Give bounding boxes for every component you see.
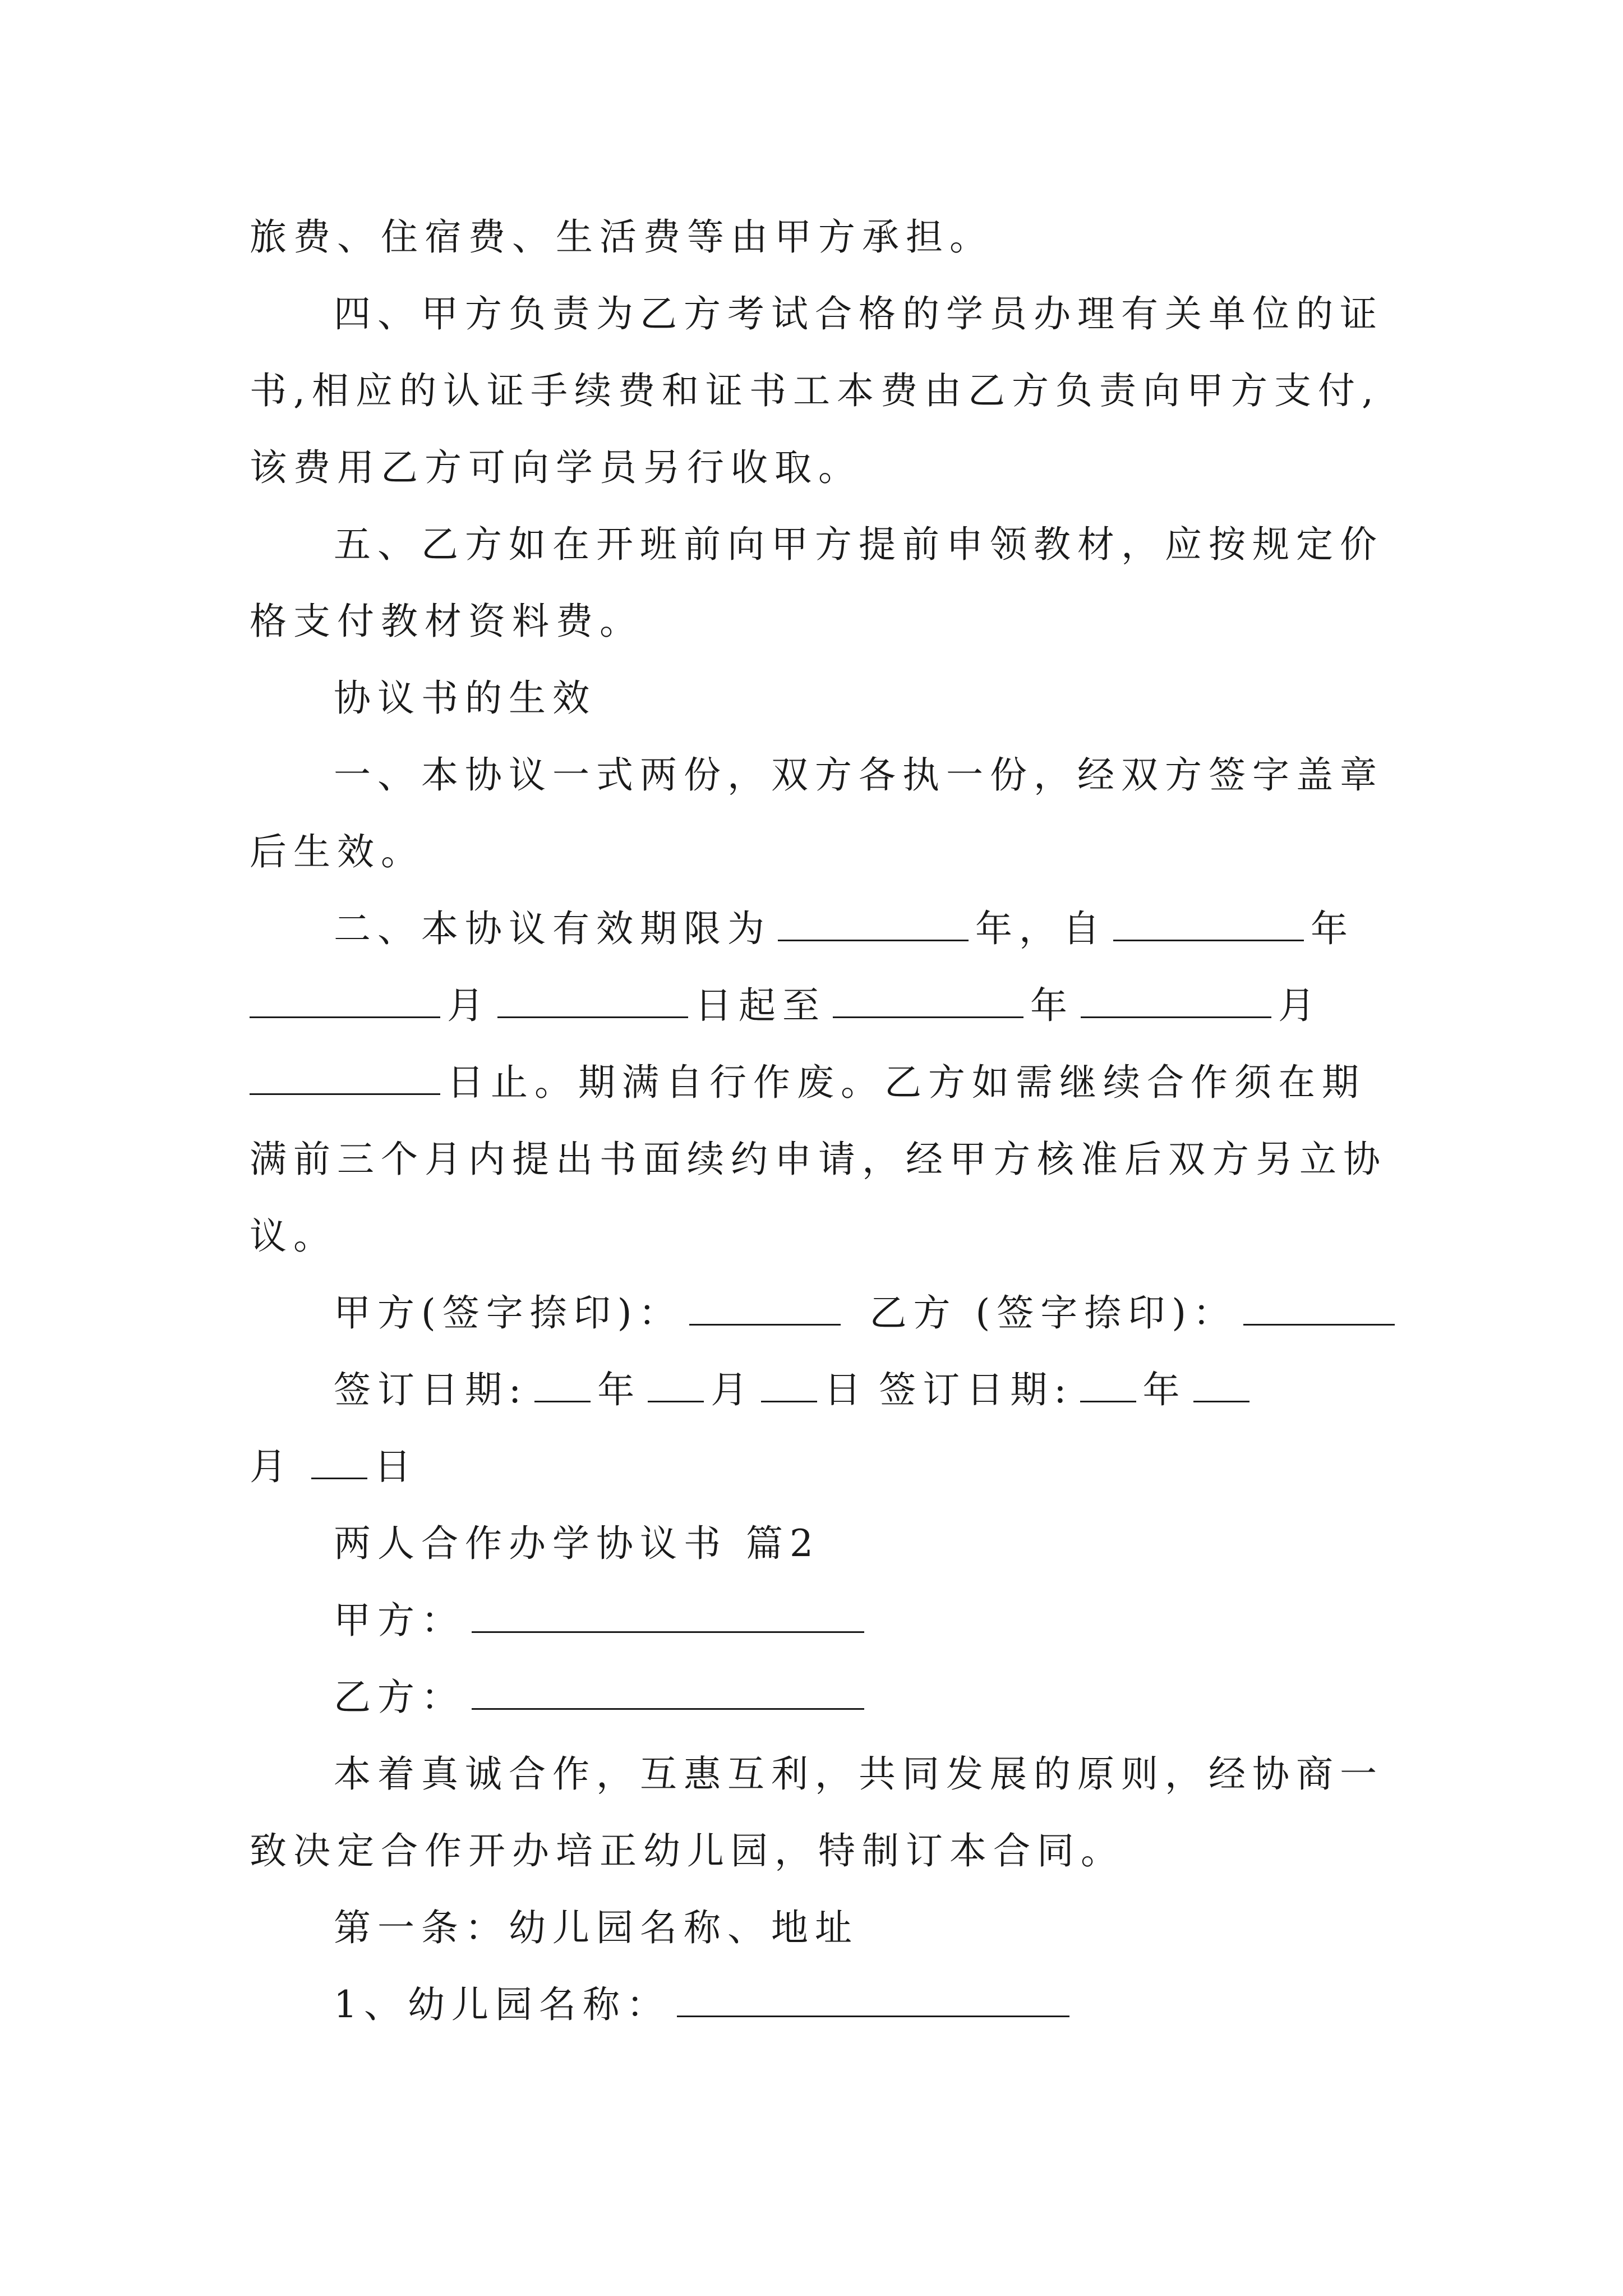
text-line: 书,相应的认证手续费和证书工本费由乙方负责向甲方支付, [250, 369, 1380, 412]
section-title: 两人合作办学协议书 篇2 [334, 1522, 820, 1565]
section-heading: 协议书的生效 [334, 677, 596, 720]
text-line: 四、甲方负责为乙方考试合格的学员办理有关单位的证 [334, 292, 1384, 335]
month-label: 月 [250, 1445, 293, 1488]
text-line: 致决定合作开办培正幼儿园，特制订本合同。 [250, 1829, 1124, 1872]
blank-field[interactable] [648, 1366, 704, 1402]
blank-field[interactable] [250, 1059, 440, 1095]
party-a-signature-field[interactable] [689, 1289, 841, 1326]
text-line: 一、本协议一式两份，双方各执一份，经双方签字盖章 [334, 753, 1384, 797]
blank-field[interactable] [1113, 905, 1304, 941]
blank-field[interactable] [534, 1366, 591, 1402]
validity-text: 年 [1030, 984, 1074, 1027]
year-label: 年 [597, 1368, 642, 1411]
kindergarten-name-line [334, 1980, 1076, 2030]
blank-field[interactable] [778, 905, 969, 941]
text-line: 旅费、住宿费、生活费等由甲方承担。 [250, 215, 993, 259]
validity-text: 年，自 [975, 907, 1106, 950]
text-line: 该费用乙方可向学员另行收取。 [250, 446, 862, 489]
sign-date-line-cont [250, 1442, 418, 1492]
blank-field[interactable] [311, 1443, 367, 1479]
party-b-signature-label: 乙方 (签字捺印)： [869, 1291, 1237, 1335]
text-line: 后生效。 [250, 830, 425, 873]
article-heading: 第一条：幼儿园名称、地址 [334, 1906, 859, 1949]
blank-field[interactable] [761, 1366, 817, 1402]
validity-line-2 [250, 981, 1322, 1031]
party-a-signature-label: 甲方(签字捺印)： [334, 1291, 683, 1335]
validity-text: 月 [447, 984, 491, 1027]
text-line: 格支付教材资料费。 [250, 600, 643, 643]
sign-date-label: 签订日期: [879, 1368, 1073, 1411]
text-line: 议。 [250, 1214, 337, 1258]
party-b-field[interactable] [472, 1673, 864, 1710]
blank-field[interactable] [1081, 982, 1271, 1018]
validity-text: 二、本协议有效期限为 [334, 907, 771, 950]
party-a-line [334, 1595, 871, 1646]
kindergarten-name-label: 1、幼儿园名称： [334, 1983, 670, 2026]
sign-date-label: 签订日期: [334, 1368, 528, 1411]
day-label: 日 [824, 1368, 868, 1411]
blank-field[interactable] [1193, 1366, 1249, 1402]
party-a-field[interactable] [472, 1596, 864, 1633]
kindergarten-name-field[interactable] [677, 1981, 1069, 2017]
validity-text: 月 [1278, 984, 1322, 1027]
blank-field[interactable] [250, 982, 440, 1018]
validity-text: 日起至 [695, 984, 826, 1027]
text-line: 满前三个月内提出书面续约申请，经甲方核准后双方另立协 [250, 1138, 1387, 1181]
validity-text: 日止。期满自行作废。乙方如需继续合作须在期 [447, 1061, 1366, 1104]
day-label: 日 [374, 1445, 418, 1488]
blank-field[interactable] [1080, 1366, 1136, 1402]
year-label: 年 [1142, 1368, 1187, 1411]
text-line: 五、乙方如在开班前向甲方提前申领教材，应按规定价 [334, 523, 1384, 566]
blank-field[interactable] [497, 982, 688, 1018]
month-label: 月 [711, 1368, 755, 1411]
party-a-label: 甲方： [334, 1599, 465, 1642]
validity-line-3 [250, 1057, 1366, 1108]
validity-text: 年 [1311, 907, 1354, 950]
validity-line-1 [334, 904, 1354, 954]
blank-field[interactable] [833, 982, 1023, 1018]
text-line: 本着真诚合作，互惠互利，共同发展的原则，经协商一 [334, 1752, 1384, 1796]
signature-line [334, 1288, 1401, 1338]
party-b-label: 乙方： [334, 1676, 465, 1719]
sign-date-line [334, 1365, 1256, 1415]
party-b-line [334, 1672, 871, 1723]
party-b-signature-field[interactable] [1243, 1289, 1395, 1326]
